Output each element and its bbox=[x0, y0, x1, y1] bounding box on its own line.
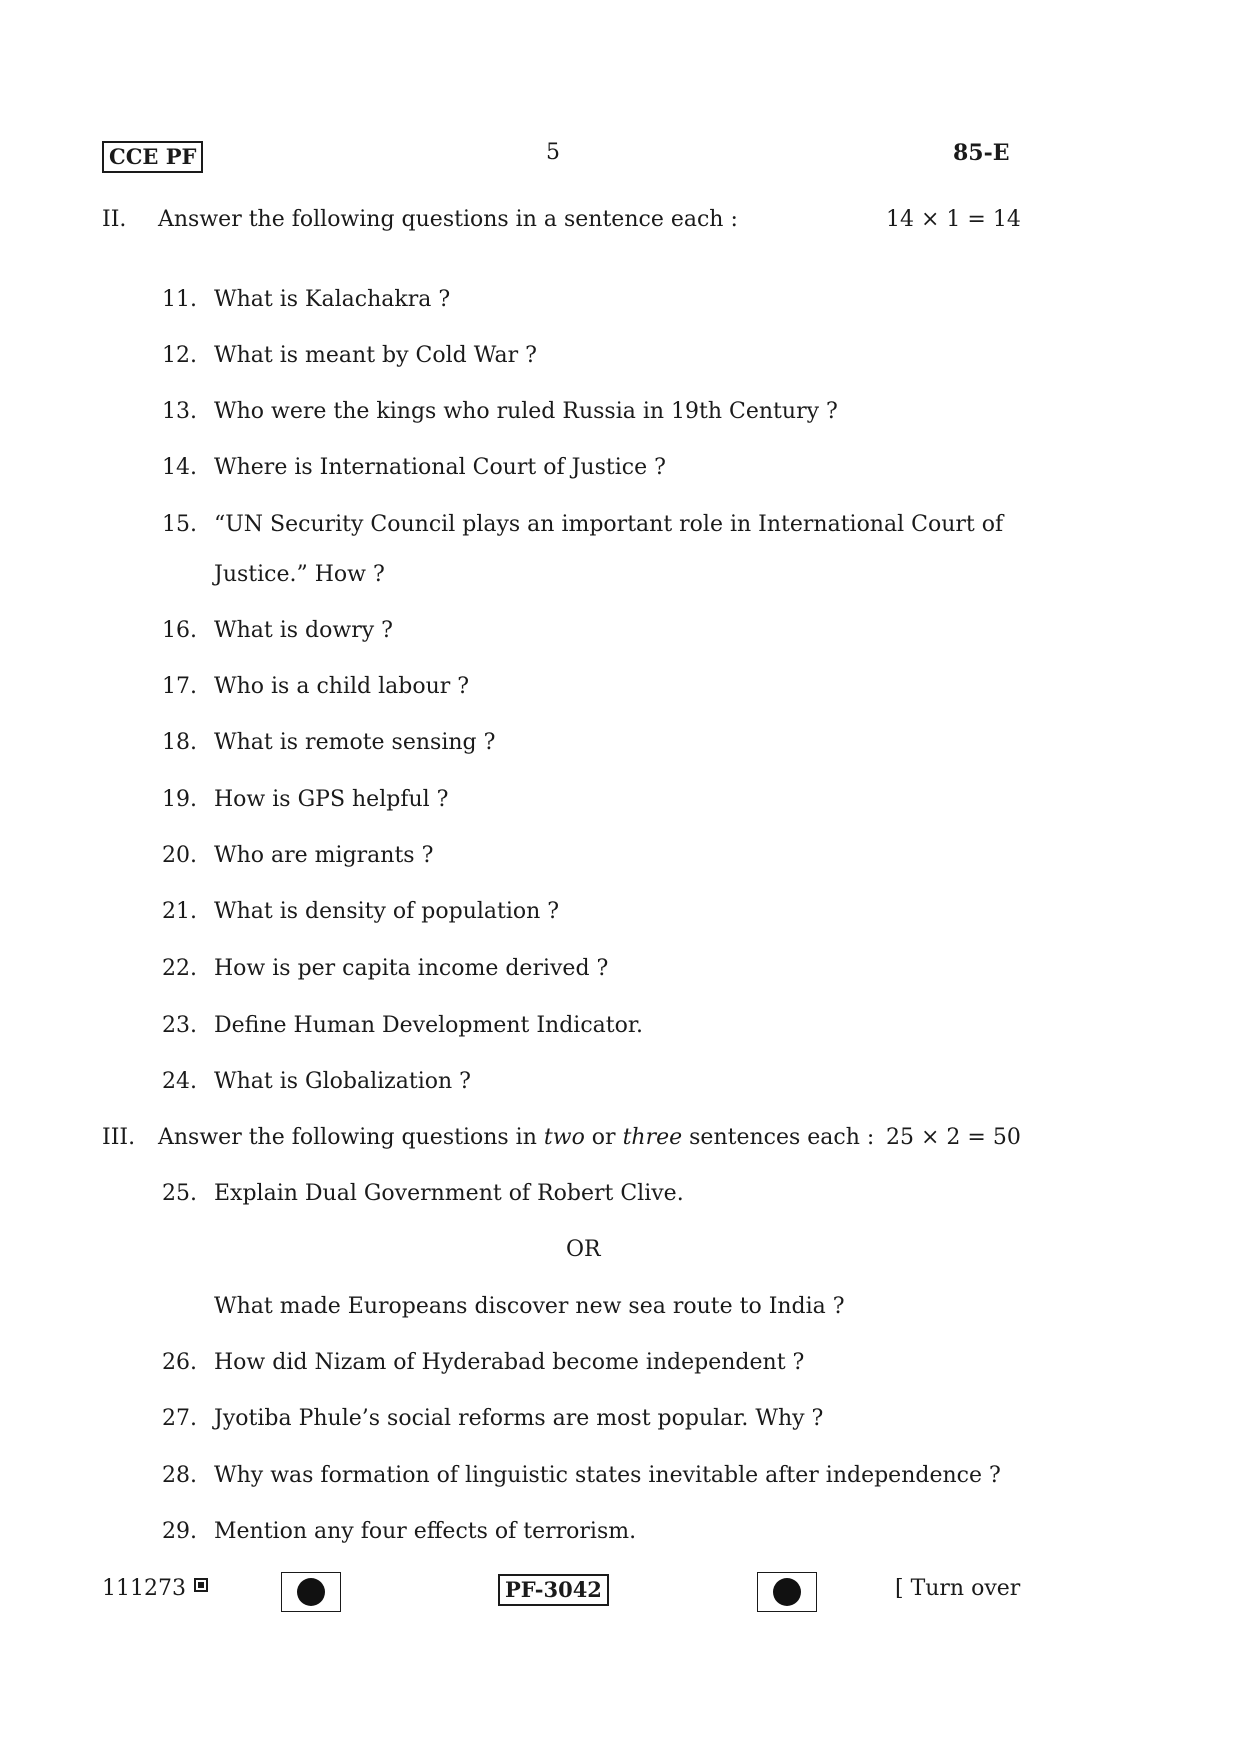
section-3-numeral: III. bbox=[102, 1125, 136, 1150]
omr-mark-left bbox=[281, 1572, 341, 1612]
section-2-marks: 14 × 1 = 14 bbox=[886, 207, 1021, 232]
section-3-marks: 25 × 2 = 50 bbox=[886, 1125, 1021, 1150]
filled-circle-icon bbox=[297, 1578, 325, 1606]
question-15-continued: Justice.” How ? bbox=[214, 562, 385, 587]
question-25-alternative: What made Europeans discover new sea route to India ? bbox=[214, 1294, 845, 1319]
filled-circle-icon bbox=[773, 1578, 801, 1606]
section-2-numeral: II. bbox=[102, 207, 127, 232]
section-3-instruction: Answer the following questions in two or three sentences each : bbox=[158, 1125, 875, 1150]
page-number: 5 bbox=[546, 140, 560, 165]
omr-mark-right bbox=[757, 1572, 817, 1612]
emphasis-three: three bbox=[622, 1125, 683, 1150]
serial-number: 111273 bbox=[102, 1575, 208, 1603]
subject-code: 85-E bbox=[953, 140, 1010, 166]
turn-over-note: [ Turn over bbox=[895, 1576, 1021, 1601]
paper-code-box: CCE PF bbox=[102, 141, 203, 173]
or-separator: OR bbox=[566, 1237, 601, 1262]
section-2-instruction: Answer the following questions in a sentence each : bbox=[158, 207, 738, 232]
registration-mark-icon bbox=[194, 1578, 208, 1592]
emphasis-two: two bbox=[543, 1125, 585, 1150]
paper-id-box: PF-3042 bbox=[498, 1574, 609, 1606]
